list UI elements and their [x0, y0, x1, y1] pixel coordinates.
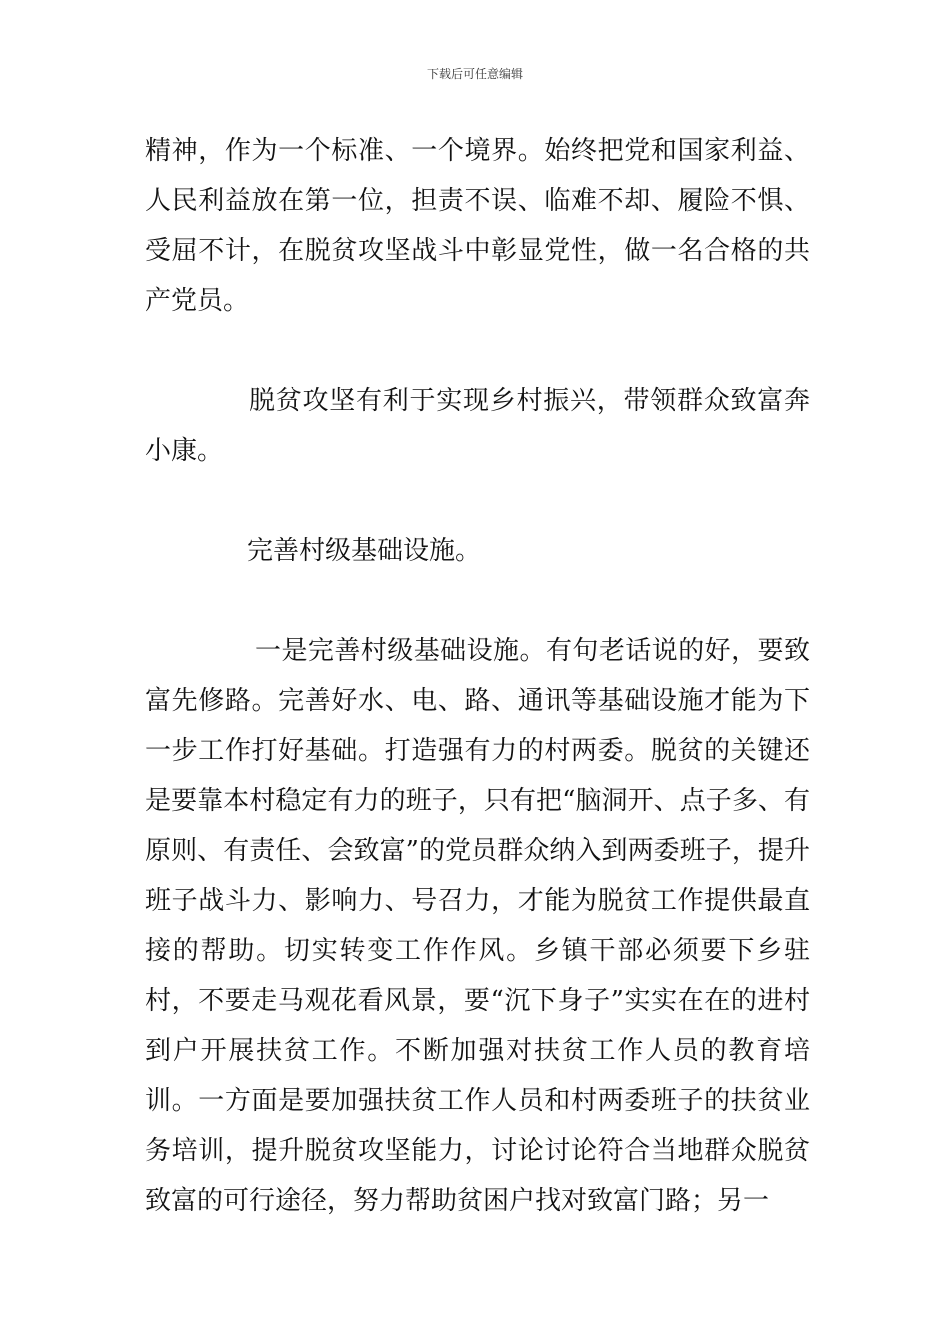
paragraph-rural-revitalization: 脱贫攻坚有利于实现乡村振兴，带领群众致富奔小康。 [145, 386, 810, 466]
document-body [145, 126, 810, 1226]
paragraph-gap [145, 326, 810, 376]
paragraph-gap [145, 576, 810, 626]
paragraph-gap [145, 476, 810, 526]
section-heading-infrastructure: 完善村级基础设施。 [247, 536, 482, 566]
paragraph-party-spirit: 精神，作为一个标准、一个境界。始终把党和国家利益、人民利益放在第一位，担责不误、临难不却、履险不惧、受屈不计，在脱贫攻坚战斗中彰显党性，做一名合格的共产党员。 [145, 136, 810, 316]
paragraph-infrastructure-detail: 一是完善村级基础设施。有句老话说的好，要致富先修路。完善好水、电、路、通讯等基础设施才能为下一步工作打好基础。打造强有力的村两委。脱贫的关键还是要靠本村稳定有力的班子，只有把“脑洞开、点子多、有原则、有责任、会致富”的党员群众纳入到两委班子，提升班子战斗力、影响力、号召力，才能为脱贫工作提供最直接的帮助。切实转变工作作风。乡镇干部必须要下乡驻村，不要走马观花看风景，要“沉下身子”实实在在的进村到户开展扶贫工作。不断加强对扶贫工作人员的教育培训。一方面是要加强扶贫工作人员和村两委班子的扶贫业务培训，提升脱贫攻坚能力，讨论讨论符合当地群众脱贫致富的可行途径，努力帮助贫困户找对致富门路；另一 [145, 636, 810, 1216]
page-header-note: 下载后可任意编辑 [426, 67, 523, 81]
